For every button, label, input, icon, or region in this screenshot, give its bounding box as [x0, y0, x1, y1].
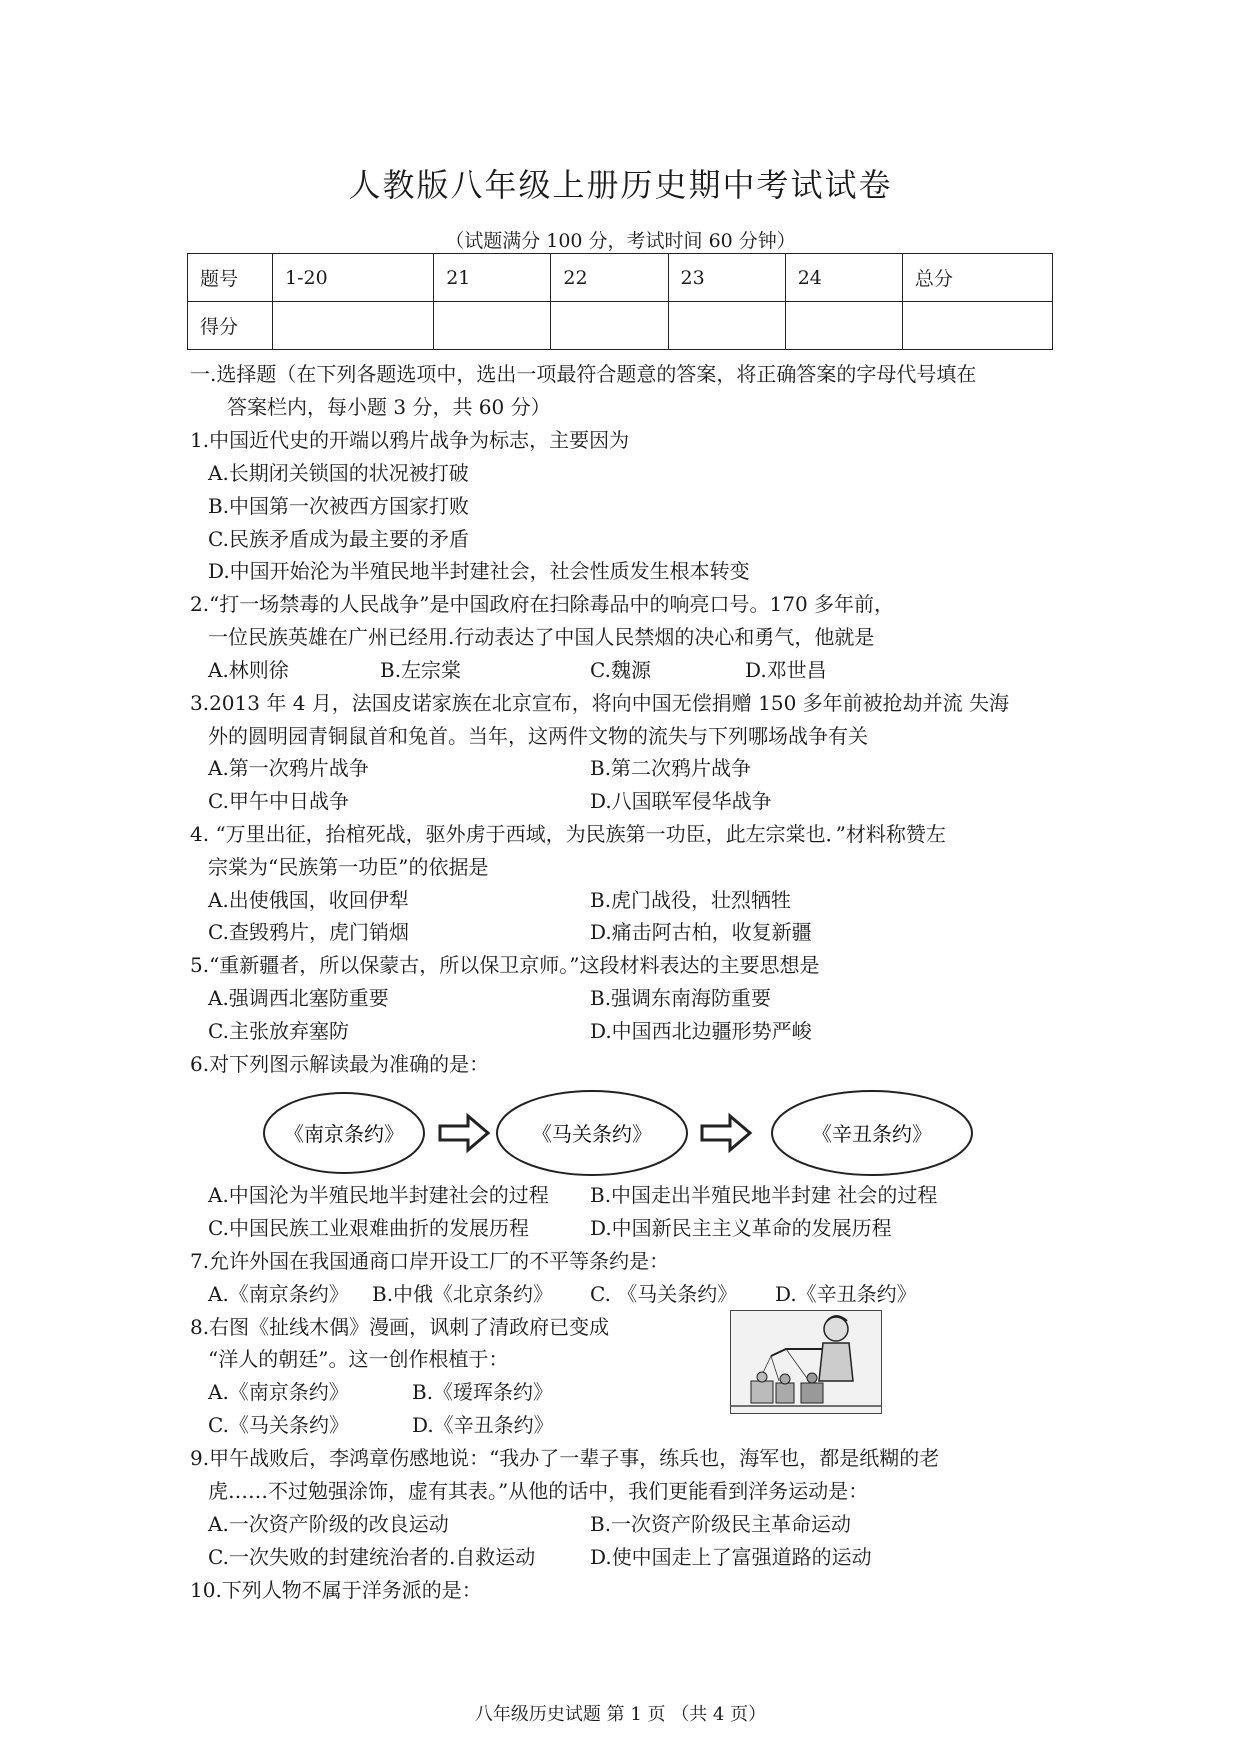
question-5-option-b: B.强调东南海防重要	[590, 986, 772, 1010]
section-header-line1: 一.选择题（在下列各题选项中，选出一项最符合题意的答案，将正确答案的字母代号填在	[190, 362, 977, 386]
question-3-stem-line2: 外的圆明园青铜鼠首和兔首。当年，这两件文物的流失与下列哪场战争有关	[208, 724, 868, 748]
score-table-header-row	[188, 254, 1053, 302]
score-input-cell[interactable]	[551, 302, 668, 350]
question-1-option-a: A.长期闭关锁国的状况被打破	[208, 461, 469, 485]
question-4-option-a: A.出使俄国，收回伊犁	[208, 888, 409, 912]
question-1-option-c: C.民族矛盾成为最主要的矛盾	[208, 527, 469, 551]
question-7-stem: 7.允许外国在我国通商口岸开设工厂的不平等条约是：	[190, 1249, 670, 1273]
score-input-cell[interactable]	[668, 302, 785, 350]
arrow-icon	[440, 1116, 488, 1150]
question-7-option-d: D.《辛丑条约》	[775, 1282, 917, 1306]
score-table-cell: 1-20	[273, 254, 434, 302]
question-10-stem: 10.下列人物不属于洋务派的是：	[190, 1578, 482, 1602]
question-9-option-c: C.一次失败的封建统治者的.自救运动	[208, 1545, 536, 1569]
question-9-stem-line1: 9.甲午战败后，李鸿章伤感地说：“我办了一辈子事，练兵也，海军也，都是纸糊的老	[190, 1446, 940, 1470]
section-header-line2: 答案栏内，每小题 3 分，共 60 分）	[227, 395, 551, 419]
question-6-option-c: C.中国民族工业艰难曲折的发展历程	[208, 1216, 529, 1240]
treaty-ellipse-nanjing	[264, 1093, 424, 1173]
question-3-stem-line1: 3.2013 年 4 月，法国皮诺家族在北京宣布，将向中国无偿捐赠 150 多年前被抢劫并流 失海	[190, 691, 1010, 715]
question-2-stem-line2: 一位民族英雄在广州已经用.行动表达了中国人民禁烟的决心和勇气，他就是	[208, 625, 875, 649]
question-4-stem-line2: 宗棠为“民族第一功臣”的依据是	[208, 855, 489, 879]
question-4-stem-line1: 4. “万里出征，抬棺死战，驱外虏于西域，为民族第一功臣，此左宗棠也．”材料称赞左	[190, 822, 946, 846]
question-6-option-d: D.中国新民主主义革命的发展历程	[590, 1216, 892, 1240]
question-3-option-c: C.甲午中日战争	[208, 789, 349, 813]
question-7-option-a: A.《南京条约》	[208, 1282, 349, 1306]
question-4-option-c: C.查毁鸦片，虎门销烟	[208, 920, 409, 944]
question-7-option-c: C. 《马关条约》	[590, 1282, 738, 1306]
puppet-cartoon-image	[730, 1310, 882, 1414]
question-8-option-b: B.《瑷珲条约》	[412, 1380, 554, 1404]
question-2-option-a: A.林则徐	[208, 658, 289, 682]
score-table-cell: 总分	[902, 254, 1052, 302]
question-2-option-b: B.左宗棠	[380, 658, 462, 682]
question-1-option-d: D.中国开始沦为半殖民地半封建社会，社会性质发生根本转变	[208, 559, 750, 583]
score-table-score-row	[188, 302, 1053, 350]
question-2-option-d: D.邓世昌	[745, 658, 827, 682]
question-8-stem-line2: “洋人的朝廷”。这一创作根植于：	[208, 1347, 509, 1371]
page-subtitle: （试题满分 100 分，考试时间 60 分钟）	[445, 230, 796, 252]
score-input-cell[interactable]	[785, 302, 902, 350]
arrow-icon	[702, 1116, 750, 1150]
question-1-stem: 1.中国近代史的开端以鸦片战争为标志，主要因为	[190, 428, 630, 452]
score-table-cell: 24	[785, 254, 902, 302]
question-8-option-d: D.《辛丑条约》	[412, 1413, 554, 1437]
score-table-cell: 22	[551, 254, 668, 302]
question-2-stem-line1: 2.“打一场禁毒的人民战争”是中国政府在扫除毒品中的响亮口号。170 多年前，	[190, 592, 895, 616]
question-8-stem-line1: 8.右图《扯线木偶》漫画，讽刺了清政府已变成	[190, 1315, 610, 1339]
question-7-option-b: B.中俄《北京条约》	[372, 1282, 554, 1306]
question-8-option-c: C.《马关条约》	[208, 1413, 349, 1437]
score-table-cell: 23	[668, 254, 785, 302]
treaty-flow-diagram	[262, 1086, 992, 1181]
treaty-label-xinchou: 《辛丑条约》	[812, 1122, 932, 1146]
question-1-option-b: B.中国第一次被西方国家打败	[208, 494, 470, 518]
question-3-option-b: B.第二次鸦片战争	[590, 756, 752, 780]
score-input-cell[interactable]	[902, 302, 1052, 350]
question-5-stem: 5.“重新疆者，所以保蒙古，所以保卫京师。”这段材料表达的主要思想是	[190, 953, 820, 977]
question-3-option-d: D.八国联军侵华战争	[590, 789, 772, 813]
page-footer: 八年级历史试题 第 1 页 （共 4 页）	[474, 1704, 767, 1725]
question-8-option-a: A.《南京条约》	[208, 1380, 349, 1404]
question-6-option-a: A.中国沦为半殖民地半封建社会的过程	[208, 1183, 549, 1207]
score-table-cell: 21	[434, 254, 551, 302]
treaty-label-maguan: 《马关条约》	[532, 1122, 652, 1146]
question-5-option-d: D.中国西北边疆形势严峻	[590, 1019, 812, 1043]
treaty-ellipse-xinchou	[772, 1091, 972, 1175]
treaty-label-nanjing: 《南京条约》	[284, 1122, 404, 1146]
question-9-option-b: B.一次资产阶级民主革命运动	[590, 1512, 852, 1536]
question-5-option-a: A.强调西北塞防重要	[208, 986, 389, 1010]
score-input-cell[interactable]	[273, 302, 434, 350]
page-title: 人教版八年级上册历史期中考试试卷	[348, 166, 893, 204]
question-3-option-a: A.第一次鸦片战争	[208, 756, 369, 780]
question-9-option-d: D.使中国走上了富强道路的运动	[590, 1545, 872, 1569]
question-6-option-b: B.中国走出半殖民地半封建 社会的过程	[590, 1183, 938, 1207]
question-9-stem-line2: 虎……不过勉强涂饰，虚有其表。”从他的话中，我们更能看到洋务运动是：	[208, 1479, 869, 1503]
score-table-row-label: 得分	[188, 302, 273, 350]
question-4-option-b: B.虎门战役，壮烈牺牲	[590, 888, 792, 912]
question-4-option-d: D.痛击阿古柏，收复新疆	[590, 920, 812, 944]
question-5-option-c: C.主张放弃塞防	[208, 1019, 349, 1043]
question-2-option-c: C.魏源	[590, 658, 651, 682]
score-input-cell[interactable]	[434, 302, 551, 350]
treaty-ellipse-maguan	[497, 1091, 687, 1175]
question-6-stem: 6.对下列图示解读最为准确的是：	[190, 1052, 490, 1076]
score-table-cell: 题号	[188, 254, 273, 302]
score-table	[187, 253, 1053, 350]
question-9-option-a: A.一次资产阶级的改良运动	[208, 1512, 449, 1536]
